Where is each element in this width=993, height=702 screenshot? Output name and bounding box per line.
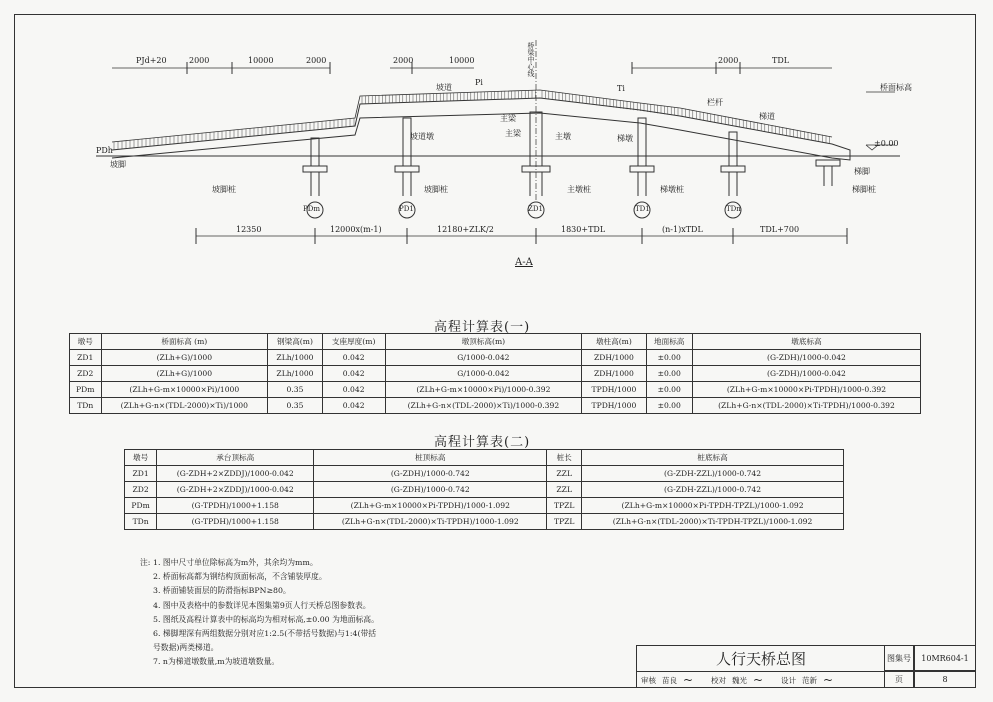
table-row xyxy=(125,498,844,514)
drawing-title: 人行天桥总图 xyxy=(636,645,885,672)
table2-header: 墩号 xyxy=(125,450,157,466)
table1-header: 墩底标高 xyxy=(692,334,920,350)
table1-header: 支座厚度(m) xyxy=(322,334,385,350)
label-center-line: 桥梁中心线 xyxy=(527,42,535,77)
table-cell: (G-ZDH)/1000-0.042 xyxy=(692,366,920,382)
table-cell: TPDH/1000 xyxy=(582,398,646,414)
dim-2000-d: 2000 xyxy=(718,56,739,65)
pier-tdn xyxy=(729,132,737,166)
table-cell: (ZLh+G-n×(TDL-2000)×Ti-TPDH)/1000-0.392 xyxy=(692,398,920,414)
note-item: 号数据)两类梯道。 xyxy=(153,643,219,653)
table-cell: (G-ZDH-ZZL)/1000-0.742 xyxy=(582,482,844,498)
label-tdn: TDn xyxy=(726,205,741,213)
table-cell: ZD2 xyxy=(70,366,102,382)
table2-header: 桩长 xyxy=(547,450,582,466)
check-signature: ~ xyxy=(753,673,764,687)
table1-header: 墩顶标高(m) xyxy=(385,334,582,350)
table-cell: 0.042 xyxy=(322,366,385,382)
table-cell: ZD1 xyxy=(125,466,157,482)
table-cell: (G-ZDH)/1000-0.742 xyxy=(314,466,547,482)
label-stair: 梯道 xyxy=(759,112,775,121)
pier-pdm xyxy=(311,138,319,166)
deck-outline xyxy=(112,98,850,160)
label-slope: 坡道 xyxy=(436,83,452,92)
label-deck-elev: 桥面标高 xyxy=(880,83,912,92)
table-cell: (G-ZDH)/1000-0.042 xyxy=(692,350,920,366)
table1-header: 墩号 xyxy=(70,334,102,350)
table-cell: (ZLh+G-n×(TDL-2000)×Ti-TPDH)/1000-1.092 xyxy=(314,514,547,530)
label-pdm: PDm xyxy=(303,205,320,213)
table2-header: 桩底标高 xyxy=(582,450,844,466)
table-cell: ±0.00 xyxy=(646,398,692,414)
check-label: 校对 xyxy=(711,675,726,685)
dim-12350: 12350 xyxy=(236,225,262,234)
table-cell: (ZLh+G-n×(TDL-2000)×Ti)/1000-0.392 xyxy=(385,398,582,414)
note-item: 6. 梯脚埋深有两组数据分别对应1:2.5(不带括号数据)与1:4(带括 xyxy=(153,629,377,639)
label-main-pier-pile: 主墩桩 xyxy=(567,185,591,194)
dim-1830: 1830+TDL xyxy=(561,225,606,234)
table-cell: 0.35 xyxy=(268,398,323,414)
table2-title: 高程计算表(二) xyxy=(434,435,531,450)
dim-tdl: TDL xyxy=(772,56,790,65)
label-main-beam-1: 主梁 xyxy=(500,114,516,123)
table-cell: PDm xyxy=(70,382,102,398)
table-cell: PDm xyxy=(125,498,157,514)
note-item: 7. n为梯道墩数量,m为坡道墩数量。 xyxy=(153,657,280,667)
table2-header: 承台顶标高 xyxy=(157,450,314,466)
label-slope-foot-pile: 坡脚桩 xyxy=(212,185,236,194)
table1-title: 高程计算表(一) xyxy=(434,320,531,335)
page-number: 8 xyxy=(914,671,976,688)
table-cell: TPDH/1000 xyxy=(582,382,646,398)
note-item: 4. 图中及表格中的参数详见本图集第9页人行天桥总图参数表。 xyxy=(153,600,371,610)
elevation-table-2 xyxy=(124,449,844,530)
design-label: 设计 xyxy=(781,675,796,685)
pier-pd1 xyxy=(403,118,411,166)
table2-header-row xyxy=(125,450,844,466)
table-row xyxy=(125,466,844,482)
table-cell: TDn xyxy=(125,514,157,530)
elevation-table-1 xyxy=(69,333,921,414)
dim-12000: 12000x(m-1) xyxy=(330,225,382,234)
table-cell: (G-ZDH+2×ZDDJ)/1000-0.042 xyxy=(157,482,314,498)
note-item: 2. 桥面标高都为钢结构顶面标高，不含铺装厚度。 xyxy=(153,572,327,582)
label-stair-pier: 梯墩 xyxy=(617,134,633,143)
table-cell: 0.042 xyxy=(322,398,385,414)
table-cell: ZZL xyxy=(547,466,582,482)
table-cell: 0.042 xyxy=(322,382,385,398)
table-cell: TPZL xyxy=(547,514,582,530)
note-item: 1. 图中尺寸单位除标高为m外，其余均为mm。 xyxy=(153,558,318,567)
table-cell: 0.35 xyxy=(268,382,323,398)
dim-2000-b: 2000 xyxy=(306,56,327,65)
section-title: A-A xyxy=(515,257,533,268)
label-ti: Ti xyxy=(617,84,625,93)
table1-header: 地面标高 xyxy=(646,334,692,350)
dim-10000-a: 10000 xyxy=(248,56,274,65)
table-cell: (ZLh+G)/1000 xyxy=(101,366,268,382)
notes-lead: 注: xyxy=(140,558,151,567)
label-td1: TD1 xyxy=(635,205,650,213)
dim-tdl700: TDL+700 xyxy=(760,225,800,234)
table-cell: G/1000-0.042 xyxy=(385,350,582,366)
dim-pjd: PJd+20 xyxy=(136,56,167,65)
table-cell: (G-ZDH-ZZL)/1000-0.742 xyxy=(582,466,844,482)
table-cell: (G-ZDH)/1000-0.742 xyxy=(314,482,547,498)
table-row xyxy=(125,514,844,530)
table-cell: (ZLh+G-n×(TDL-2000)×Ti)/1000 xyxy=(101,398,268,414)
table-cell: ±0.00 xyxy=(646,382,692,398)
table-cell: ±0.00 xyxy=(646,366,692,382)
label-pd1: PD1 xyxy=(399,205,414,213)
notes-block xyxy=(140,556,379,670)
table-cell: (G-ZDH+2×ZDDJ)/1000-0.042 xyxy=(157,466,314,482)
table-cell: (ZLh+G-m×10000×Pi-TPDH)/1000-0.392 xyxy=(692,382,920,398)
label-railing: 栏杆 xyxy=(707,98,723,107)
table-cell: TDn xyxy=(70,398,102,414)
table-cell: (ZLh+G-n×(TDL-2000)×Ti-TPDH-TPZL)/1000-1.092 xyxy=(582,514,844,530)
table-cell: ZLh/1000 xyxy=(268,366,323,382)
note-item: 3. 桥面铺装面层的防滑指标BPN≥80。 xyxy=(153,586,291,596)
table-row xyxy=(70,366,921,382)
note-item: 5. 图纸及高程计算表中的标高均为相对标高,±0.00 为地面标高。 xyxy=(153,614,379,624)
table1-header: 墩柱高(m) xyxy=(582,334,646,350)
table-row xyxy=(70,382,921,398)
table-cell: (ZLh+G-m×10000×Pi)/1000 xyxy=(101,382,268,398)
atlas-label: 图集号 xyxy=(884,645,914,671)
title-block xyxy=(636,645,976,688)
table-cell: ZD1 xyxy=(70,350,102,366)
label-ground: ±0.00 xyxy=(874,139,899,148)
table2-header: 桩顶标高 xyxy=(314,450,547,466)
table-row xyxy=(125,482,844,498)
pier-td1 xyxy=(638,118,646,166)
label-main-beam-2: 主梁 xyxy=(505,129,521,138)
label-pi: Pi xyxy=(475,78,483,87)
dim-2000-c: 2000 xyxy=(393,56,414,65)
table-cell: (ZLh+G-m×10000×Pi-TPDH)/1000-1.092 xyxy=(314,498,547,514)
label-pdh: PDh xyxy=(96,146,113,155)
table-cell: (G-TPDH)/1000+1.158 xyxy=(157,498,314,514)
label-zd1: ZD1 xyxy=(528,205,543,213)
label-slope-pier: 坡道墩 xyxy=(410,132,434,141)
label-stair-foot-pile: 梯脚桩 xyxy=(852,185,876,194)
table-cell: ZD2 xyxy=(125,482,157,498)
table-cell: (ZLh+G-m×10000×Pi)/1000-0.392 xyxy=(385,382,582,398)
dim-12180: 12180+ZLK/2 xyxy=(437,225,494,234)
design-signature: ~ xyxy=(823,673,834,687)
dim-2000-a: 2000 xyxy=(189,56,210,65)
table-cell: ZDH/1000 xyxy=(582,350,646,366)
table1-header: 钢梁高(m) xyxy=(268,334,323,350)
review-name: 苗良 xyxy=(662,675,677,685)
dim-n-1-tdl: (n-1)xTDL xyxy=(662,225,703,234)
table-cell: G/1000-0.042 xyxy=(385,366,582,382)
review-signature: ~ xyxy=(683,673,694,687)
table-row xyxy=(70,398,921,414)
review-label: 审核 xyxy=(641,675,656,685)
label-stair-pier-pile: 梯墩桩 xyxy=(660,185,684,194)
label-slope-pier-pile: 坡脚桩 xyxy=(424,185,448,194)
table-cell: ZZL xyxy=(547,482,582,498)
check-name: 魏光 xyxy=(732,675,747,685)
table-cell: (G-TPDH)/1000+1.158 xyxy=(157,514,314,530)
dim-10000-b: 10000 xyxy=(449,56,475,65)
table-cell: 0.042 xyxy=(322,350,385,366)
table-cell: ±0.00 xyxy=(646,350,692,366)
page-label: 页 xyxy=(884,671,914,688)
label-slope-foot: 坡脚 xyxy=(110,160,126,169)
label-main-pier: 主墩 xyxy=(555,132,571,141)
table-cell: ZDH/1000 xyxy=(582,366,646,382)
table-cell: (ZLh+G-m×10000×Pi-TPDH-TPZL)/1000-1.092 xyxy=(582,498,844,514)
design-name: 范新 xyxy=(802,675,817,685)
table1-header-row xyxy=(70,334,921,350)
atlas-number: 10MR604-1 xyxy=(914,645,976,671)
table1-header: 桥面标高 (m) xyxy=(101,334,268,350)
label-stair-foot: 梯脚 xyxy=(854,167,870,176)
table-cell: (ZLh+G)/1000 xyxy=(101,350,268,366)
signature-row xyxy=(636,671,884,688)
table-cell: ZLh/1000 xyxy=(268,350,323,366)
table-cell: TPZL xyxy=(547,498,582,514)
table-row xyxy=(70,350,921,366)
